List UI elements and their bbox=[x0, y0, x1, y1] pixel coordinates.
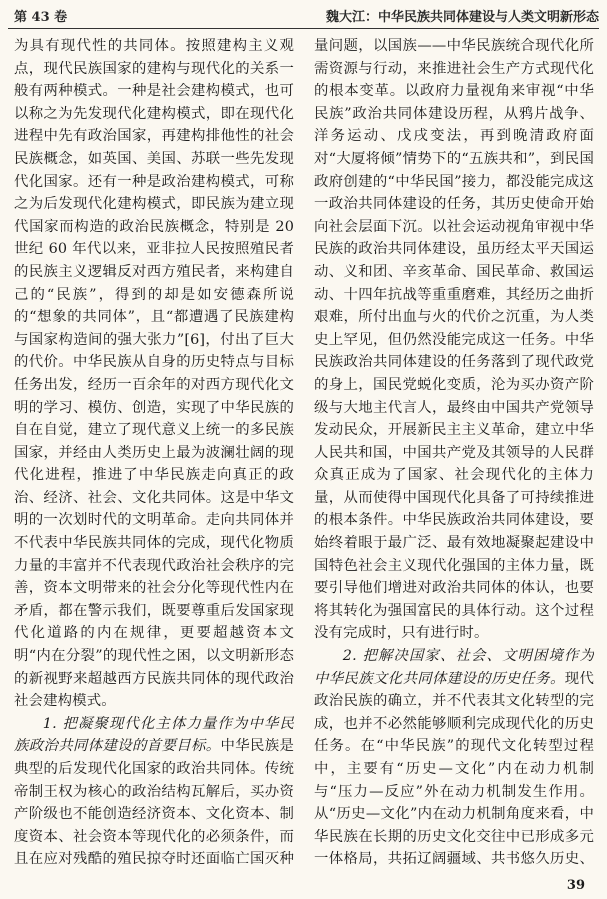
section-body-1: 中华民族是典型的后发现代化国家的政治共同体。传统帝制王权为核心的政治结构瓦解后，买办资产阶级也不能创造经济资本、文化资本、制度资本、社会资本等现代化的必须条件，而且在应对残酷的殖民掠夺时还面临亡国灭种 bbox=[14, 738, 294, 868]
left-column bbox=[14, 35, 294, 870]
section-body-2: 现代政治民族的确立，并不代表其文化转型的完成，也并不必然能够顺利完成现代化的历史任务。在“中华民族”的现代文化转型过程中，主要有“历史—文化”内在动力机制与“压力—反应”外在动力机制发生作用。从“历史—文化”内在动力机制角度来看，中华民族在长期的历史文化交往中已形成多元一体格局，共拓辽阔疆域、共书悠久历史、 bbox=[314, 670, 594, 868]
header-rule bbox=[8, 28, 599, 29]
section-heading-1: 1. 把凝聚现代化主体力量作为中华民族政治共同体建设的首要目标。 bbox=[14, 715, 294, 755]
running-title: 魏大江：中华民族共同体建设与人类文明新形态 bbox=[325, 9, 599, 25]
left-paragraph-1: 为具有现代性的共同体。按照建构主义观点，现代民族国家的建构与现代化的关系一般有两种模式。一种是社会建构模式，也可以称之为先发现代化建构模式，即在现代化进程中先有政治国家，再建构排他性的社会民族概念，如英国、美国、苏联一些先发现代化国家。还有一种是政治建构模式，可称之为后发现代化建构模式，即民族为建立现代国家而构造的政治民族概念，特别是 20 世纪 60 年代以来，亚非拉人民按照殖民者的民族主义逻辑反对西方殖民者，来构建自己的“民族”，得到的却是如安德森所说的“想象的共同体”，且“都遭遇了民族建构与国家构造间的强大张力”[6]，付出了巨大的代价。中华民族从自身的历史特点与目标任务出发，经历一百余年的对西方现代化文明的学习、模仿、创造，实现了中华民族的自在自觉，建立了现代意义上统一的多民族国家，并经由人类历史上最为波澜壮阔的现代化进程，推进了中华民族走向真正的政治、经济、社会、文化共同体。这是中华文明的一次划时代的文明革命。走向共同体并不代表中华民族共同体的完成，现代化物质力量的丰富并不代表现代政治社会秩序的完善，资本文明带来的社会分化等现代性内在矛盾，都在警示我们，既要尊重后发国家现代化道路的内在规律，更要超越资本文明“内在分裂”的现代性之困，以文明新形态的新视野来超越西方民族共同体的现代政治社会建构模式。 bbox=[14, 38, 294, 710]
left-paragraph-2 bbox=[14, 713, 294, 870]
page-header bbox=[8, 2, 599, 28]
section-heading-2: 2. 把解决国家、社会、文明困境作为中华民族文化共同体建设的历史任务。 bbox=[314, 648, 594, 687]
journal-issue: 第 43 卷 bbox=[14, 9, 68, 25]
page-number: 39 bbox=[566, 878, 585, 893]
right-paragraph-1: 量问题，以国族——中华民族统合现代化所需资源与行动，来推进社会生产方式现代化的根本变革。以政府力量视角来审视“中华民族”政治共同体建设历程，从鸦片战争、洋务运动、戊戌变法，再到晚清政府面对“大厦将倾”情势下的“五族共和”，到民国政府创建的“中华民国”接力，都没能完成这一政治共同体建设的任务，其历史使命开始向社会层面下沉。以社会运动视角审视中华民族的政治共同体建设，虽历经太平天国运动、义和团、辛亥革命、国民革命、救国运动、十四年抗战等重重磨难，其经历之曲折艰难，所付出血与火的代价之沉重，为人类史上罕见，但仍然没能完成这一任务。中华民族政治共同体建设的任务落到了现代政党的身上，国民党蜕化变质，沦为买办资产阶级与大地主代言人，最终由中国共产党领导发动民众，开展新民主主义革命，建立中华人民共和国，中国共产党及其领导的人民群众真正成为了国家、社会现代化的主体力量，从而使得中国现代化具备了可持续推进的根本条件。中华民族政治共同体建设，要始终着眼于最广泛、最有效地凝聚起建设中国特色社会主义现代化强国的主体力量，既要引导他们增进对政治共同体的体认，也要将其转化为强国富民的具体行动。这个过程没有完成时，只有进行时。 bbox=[314, 38, 594, 642]
right-column bbox=[314, 35, 594, 870]
right-paragraph-2 bbox=[314, 645, 594, 870]
body-columns bbox=[14, 35, 594, 870]
